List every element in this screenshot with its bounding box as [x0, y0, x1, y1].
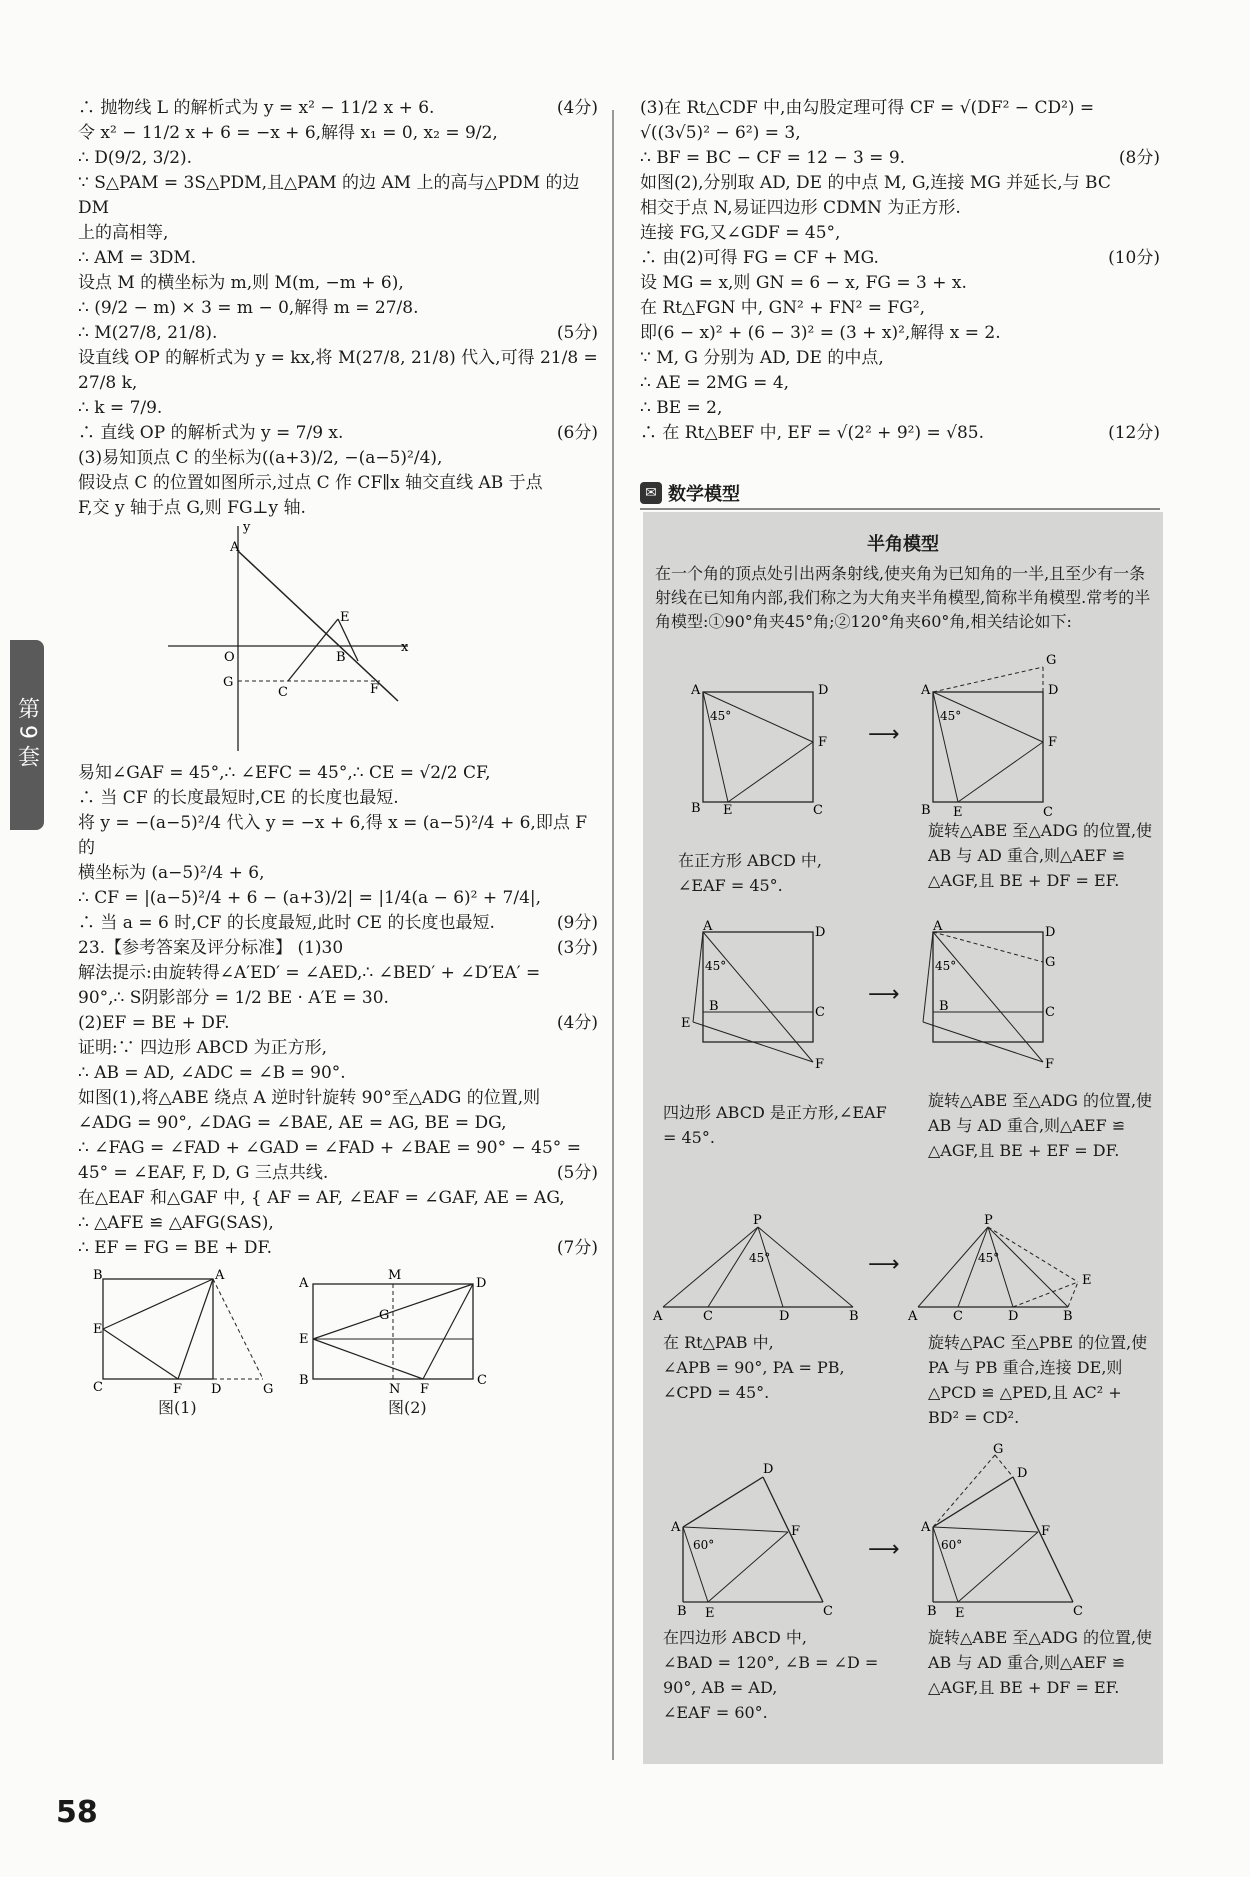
left-lower-line-text: 在△EAF 和△GAF 中, { AF = AF, ∠EAF = ∠GAF, AE = AG,: [78, 1188, 565, 1208]
svg-text:G: G: [263, 1382, 274, 1397]
figure-2: [293, 1269, 513, 1399]
right-line-text: 连接 FG,又∠GDF = 45°,: [640, 223, 841, 243]
svg-text:A: A: [215, 1268, 225, 1283]
svg-text:B: B: [921, 803, 931, 818]
left-lower-line-text: ∴ CF = |(a−5)²/4 + 6 − (a+3)/2| = |1/4(a − 6)² + 7/4|,: [78, 888, 542, 908]
svg-text:C: C: [703, 1309, 713, 1324]
model-case-4: [643, 1442, 1163, 1747]
svg-text:B: B: [939, 999, 949, 1014]
left-lower-line-text: ∴ 当 a = 6 时,CF 的长度最短,此时 CE 的长度也最短.: [78, 913, 495, 933]
right-line: [640, 396, 1160, 421]
left-lower-line-text: 23.【参考答案及评分标准】 (1)30: [78, 938, 344, 958]
svg-text:B: B: [1063, 1309, 1073, 1324]
svg-text:F: F: [815, 1057, 825, 1072]
svg-text:45°: 45°: [710, 709, 732, 723]
svg-text:60°: 60°: [941, 1538, 963, 1552]
figure-1-caption: 图(1): [158, 1398, 197, 1417]
left-line: [78, 271, 598, 296]
score-label: (9分): [556, 913, 598, 933]
svg-text:N: N: [389, 1382, 401, 1397]
model-badge-icon: ✉: [640, 482, 662, 504]
left-line-text: ∴ D(9/2, 3/2).: [78, 148, 193, 168]
svg-text:B: B: [299, 1373, 309, 1388]
left-lower-line: [78, 1136, 598, 1161]
svg-text:D: D: [1048, 683, 1059, 698]
svg-text:A: A: [299, 1276, 309, 1291]
left-lower-line-text: 将 y = −(a−5)²/4 代入 y = −x + 6,得 x = (a−5)²/4 + 6,即点 F 的: [78, 813, 593, 858]
right-lines: [640, 96, 1160, 446]
svg-text:D: D: [763, 1462, 774, 1477]
svg-text:D: D: [1008, 1309, 1019, 1324]
case-4-arrow: ⟶: [868, 1537, 900, 1562]
svg-text:E: E: [299, 1332, 309, 1347]
svg-text:45°: 45°: [705, 959, 727, 973]
svg-text:45°: 45°: [749, 1251, 771, 1265]
svg-text:F: F: [1048, 735, 1058, 750]
svg-text:P: P: [984, 1213, 993, 1228]
svg-text:C: C: [1073, 1604, 1083, 1619]
case-3-left-figure: [653, 1212, 863, 1322]
left-lower-line-text: ∴ ∠FAG = ∠FAD + ∠GAD = ∠FAD + ∠BAE = 90° − 45° =: [78, 1138, 581, 1158]
left-lower-line: [78, 1186, 598, 1211]
svg-text:A: A: [908, 1309, 918, 1324]
right-line-text: 相交于点 N,易证四边形 CDMN 为正方形.: [640, 198, 961, 218]
right-line: [640, 196, 1160, 221]
model-title: 半角模型: [867, 534, 939, 555]
left-lower-line: [78, 1011, 598, 1036]
case-3-right-caption: 旋转△PAC 至△PBE 的位置,使 PA 与 PB 重合,连接 DE,则△PCD ≌ △PED,且 AC² + BD² = CD².: [928, 1333, 1153, 1427]
left-line: [78, 421, 598, 446]
left-lower-line-text: 90°,∴ S阴影部分 = 1/2 BE · A′E = 30.: [78, 988, 389, 1008]
score-label: (5分): [556, 323, 598, 343]
score-label: (4分): [556, 1013, 598, 1033]
right-line-text: 设 MG = x,则 GN = 6 − x, FG = 3 + x.: [640, 273, 967, 293]
svg-text:E: E: [955, 1606, 965, 1621]
left-column: [78, 96, 604, 1419]
svg-text:G: G: [1046, 653, 1057, 668]
score-label: (3分): [556, 938, 598, 958]
svg-text:45°: 45°: [978, 1251, 1000, 1265]
svg-text:x: x: [401, 640, 409, 655]
svg-text:E: E: [1082, 1273, 1092, 1288]
score-label: (6分): [556, 423, 598, 443]
right-line-text: ∴ AE = 2MG = 4,: [640, 373, 790, 393]
svg-text:O: O: [224, 650, 235, 665]
case-1-right-figure: [913, 652, 1113, 820]
left-lower-line-text: (2)EF = BE + DF.: [78, 1013, 230, 1033]
half-angle-model-box: [643, 512, 1163, 1764]
svg-text:A: A: [703, 919, 713, 934]
model-intro: 在一个角的顶点处引出两条射线,使夹角为已知角的一半,且至少有一条射线在已知角内部,我们称之为大角夹半角模型,简称半角模型.常考的半角模型:①90°角夹45°角;②120°角夹60°角,相关结论如下:: [655, 564, 1151, 631]
case-3-arrow: ⟶: [868, 1252, 900, 1277]
right-line: [640, 321, 1160, 346]
left-line: [78, 96, 598, 121]
svg-text:C: C: [815, 1005, 825, 1020]
case-1-right-caption: 旋转△ABE 至△ADG 的位置,使 AB 与 AD 重合,则△AEF ≌ △AGF,且 BE + DF = EF.: [928, 821, 1158, 890]
svg-text:B: B: [677, 1604, 687, 1619]
svg-text:60°: 60°: [693, 1538, 715, 1552]
right-column: [640, 96, 1160, 446]
right-line: [640, 221, 1160, 246]
svg-text:C: C: [93, 1380, 103, 1395]
svg-text:M: M: [388, 1268, 402, 1283]
svg-text:D: D: [476, 1276, 487, 1291]
side-tab: 第9套: [10, 640, 44, 830]
svg-text:F: F: [791, 1524, 801, 1539]
case-2-left-figure: [663, 919, 863, 1072]
left-lower-line-text: ∴ AB = AD, ∠ADC = ∠B = 90°.: [78, 1063, 346, 1083]
case-3-left-caption: 在 Rt△PAB 中, ∠APB = 90°, PA = PB, ∠CPD = 45°.: [663, 1333, 845, 1402]
case-3-right-figure: [908, 1212, 1138, 1322]
svg-text:D: D: [1017, 1466, 1028, 1481]
left-line: [78, 221, 598, 246]
left-lower-line: [78, 961, 598, 986]
left-line-text: ∴ 抛物线 L 的解析式为 y = x² − 11/2 x + 6.: [78, 98, 435, 118]
left-line: [78, 146, 598, 171]
score-label: (8分): [1118, 148, 1160, 168]
case-2-left-caption: 四边形 ABCD 是正方形,∠EAF = 45°.: [663, 1103, 892, 1147]
svg-text:E: E: [340, 610, 350, 625]
score-label: (12分): [1108, 423, 1160, 443]
left-lower-line: [78, 1236, 598, 1261]
svg-text:A: A: [921, 683, 931, 698]
left-line: [78, 246, 598, 271]
model-case-1: [643, 652, 1163, 952]
right-line-text: ∴ 在 Rt△BEF 中, EF = √(2² + 9²) = √85.: [640, 423, 985, 443]
svg-text:G: G: [223, 675, 234, 690]
svg-text:A: A: [653, 1309, 663, 1324]
left-line-text: ∴ (9/2 − m) × 3 = m − 0,解得 m = 27/8.: [78, 298, 419, 318]
svg-text:B: B: [336, 650, 346, 665]
case-2-right-caption: 旋转△ABE 至△ADG 的位置,使 AB 与 AD 重合,则△AEF ≌ △AGF,且 BE + EF = DF.: [928, 1091, 1158, 1160]
right-line-text: ∴ 由(2)可得 FG = CF + MG.: [640, 248, 879, 268]
case-4-right-figure: [913, 1442, 1123, 1621]
svg-text:C: C: [278, 685, 288, 700]
right-line-text: 如图(2),分别取 AD, DE 的中点 M, G,连接 MG 并延长,与 BC: [640, 173, 1111, 193]
right-line: [640, 271, 1160, 296]
left-lower-line-text: ∴ EF = FG = BE + DF.: [78, 1238, 273, 1258]
case-1-arrow: ⟶: [868, 722, 900, 747]
coordinate-graph: [158, 521, 458, 761]
left-line: [78, 171, 598, 221]
right-line: [640, 121, 1160, 146]
model-case-2: [643, 919, 1163, 1182]
svg-text:A: A: [933, 919, 943, 934]
right-line-text: (3)在 Rt△CDF 中,由勾股定理可得 CF = √(DF² − CD²) =: [640, 98, 1095, 118]
figure-1: [93, 1269, 293, 1399]
left-line-text: 假设点 C 的位置如图所示,过点 C 作 CF∥x 轴交直线 AB 于点: [78, 473, 543, 493]
svg-text:E: E: [723, 803, 733, 818]
left-lower-line: [78, 1161, 598, 1186]
case-4-left-figure: [653, 1447, 863, 1621]
svg-text:P: P: [753, 1213, 762, 1228]
svg-text:D: D: [818, 683, 829, 698]
left-lower-line: [78, 911, 598, 936]
case-1-left-caption: 在正方形 ABCD 中, ∠EAF = 45°.: [678, 851, 822, 895]
right-line-text: 在 Rt△FGN 中, GN² + FN² = FG²,: [640, 298, 926, 318]
svg-text:45°: 45°: [940, 709, 962, 723]
left-line: [78, 396, 598, 421]
svg-text:D: D: [1045, 925, 1056, 940]
left-line: [78, 446, 598, 471]
left-lower-line: [78, 786, 598, 811]
svg-text:B: B: [927, 1604, 937, 1619]
left-lower-line: [78, 1111, 598, 1136]
column-divider: [612, 110, 614, 1760]
left-line-text: (3)易知顶点 C 的坐标为((a+3)/2, −(a−5)²/4),: [78, 448, 443, 468]
right-line: [640, 421, 1160, 446]
svg-text:C: C: [1043, 805, 1053, 820]
right-line-text: √((3√5)² − 6²) = 3,: [640, 123, 801, 143]
left-lower-line: [78, 1036, 598, 1061]
svg-text:D: D: [815, 925, 826, 940]
right-line: [640, 371, 1160, 396]
left-lower-line: [78, 1211, 598, 1236]
svg-text:D: D: [211, 1382, 222, 1397]
left-lower-line-text: 易知∠GAF = 45°,∴ ∠EFC = 45°,∴ CE = √2/2 CF,: [78, 763, 491, 783]
svg-text:C: C: [1045, 1005, 1055, 1020]
left-lower-line-text: 如图(1),将△ABE 绕点 A 逆时针旋转 90°至△ADG 的位置,则: [78, 1088, 541, 1108]
svg-text:C: C: [477, 1373, 487, 1388]
svg-text:E: E: [705, 1606, 715, 1621]
svg-text:B: B: [93, 1268, 103, 1283]
model-header: [640, 478, 1160, 510]
right-line-text: ∵ M, G 分别为 AD, DE 的中点,: [640, 348, 884, 368]
left-line-text: 令 x² − 11/2 x + 6 = −x + 6,解得 x₁ = 0, x₂ = 9/2,: [78, 123, 498, 143]
svg-text:D: D: [779, 1309, 790, 1324]
left-line-text: 设点 M 的横坐标为 m,则 M(m, −m + 6),: [78, 273, 404, 293]
left-line: [78, 471, 598, 496]
svg-text:B: B: [849, 1309, 859, 1324]
svg-text:C: C: [953, 1309, 963, 1324]
case-1-left-figure: [663, 672, 863, 818]
model-header-label: 数学模型: [668, 484, 740, 505]
left-lower-line: [78, 886, 598, 911]
left-lines-top: [78, 96, 604, 521]
svg-text:A: A: [691, 683, 701, 698]
left-line: [78, 321, 598, 346]
left-line: [78, 121, 598, 146]
left-line-text: F,交 y 轴于点 G,则 FG⊥y 轴.: [78, 498, 306, 518]
right-line: [640, 146, 1160, 171]
left-lower-line: [78, 761, 598, 786]
left-lower-line: [78, 811, 598, 861]
left-lower-line-text: 证明:∵ 四边形 ABCD 为正方形,: [78, 1038, 328, 1058]
svg-text:C: C: [813, 803, 823, 818]
left-line: [78, 296, 598, 321]
left-lower-line-text: ∠ADG = 90°, ∠DAG = ∠BAE, AE = AG, BE = DG,: [78, 1113, 507, 1133]
left-lines-bottom: [78, 761, 598, 1261]
right-line-text: ∴ BF = BC − CF = 12 − 3 = 9.: [640, 148, 906, 168]
right-line-text: ∴ BE = 2,: [640, 398, 723, 418]
score-label: (7分): [556, 1238, 598, 1258]
left-lower-line-text: 解法提示:由旋转得∠A′ED′ = ∠AED,∴ ∠BED′ + ∠D′EA′ =: [78, 963, 541, 983]
right-line: [640, 171, 1160, 196]
svg-text:G: G: [1045, 955, 1056, 970]
svg-text:y: y: [243, 520, 251, 535]
svg-text:A: A: [921, 1520, 931, 1535]
svg-text:F: F: [173, 1382, 183, 1397]
score-label: (10分): [1108, 248, 1160, 268]
left-line-text: 上的高相等,: [78, 223, 169, 243]
svg-text:E: E: [93, 1322, 103, 1337]
right-line: [640, 246, 1160, 271]
left-lower-line: [78, 936, 598, 961]
svg-text:F: F: [1041, 1524, 1051, 1539]
score-label: (4分): [556, 98, 598, 118]
case-4-right-caption: 旋转△ABE 至△ADG 的位置,使 AB 与 AD 重合,则△AEF ≌ △AGF,且 BE + DF = EF.: [928, 1628, 1158, 1697]
svg-text:F: F: [818, 735, 828, 750]
left-lower-line-text: ∴ 当 CF 的长度最短时,CE 的长度也最短.: [78, 788, 399, 808]
page-number: 58: [56, 1795, 98, 1830]
figure-2-caption: 图(2): [388, 1398, 427, 1417]
right-line: [640, 296, 1160, 321]
left-line-text: 设直线 OP 的解析式为 y = kx,将 M(27/8, 21/8) 代入,可得 21/8 = 27/8 k,: [78, 348, 604, 393]
left-line: [78, 346, 604, 396]
left-lower-line: [78, 986, 598, 1011]
left-lower-line-text: ∴ △AFE ≌ △AFG(SAS),: [78, 1213, 274, 1233]
svg-text:A: A: [671, 1520, 681, 1535]
left-line-text: ∴ AM = 3DM.: [78, 248, 197, 268]
svg-text:G: G: [379, 1308, 390, 1323]
case-4-left-caption: 在四边形 ABCD 中, ∠BAD = 120°, ∠B = ∠D = 90°, AB = AD, ∠EAF = 60°.: [663, 1628, 879, 1722]
svg-text:B: B: [709, 999, 719, 1014]
svg-text:F: F: [420, 1382, 430, 1397]
left-line-text: ∴ 直线 OP 的解析式为 y = 7/9 x.: [78, 423, 344, 443]
right-line: [640, 346, 1160, 371]
score-label: (5分): [556, 1163, 598, 1183]
case-2-right-figure: [913, 919, 1113, 1072]
left-lower-line-text: 横坐标为 (a−5)²/4 + 6,: [78, 863, 265, 883]
svg-text:C: C: [823, 1604, 833, 1619]
figures-row: [78, 1269, 598, 1419]
left-lower-line: [78, 861, 598, 886]
svg-text:F: F: [370, 682, 380, 697]
left-line: [78, 496, 598, 521]
svg-text:A: A: [230, 540, 240, 555]
svg-text:E: E: [953, 805, 963, 820]
right-line-text: 即(6 − x)² + (6 − 3)² = (3 + x)²,解得 x = 2.: [640, 323, 1001, 343]
svg-text:F: F: [1045, 1057, 1055, 1072]
case-2-arrow: ⟶: [868, 982, 900, 1007]
left-line-text: ∵ S△PAM = 3S△PDM,且△PAM 的边 AM 上的高与△PDM 的边 DM: [78, 173, 585, 218]
left-lower-line: [78, 1061, 598, 1086]
model-case-3: [643, 1212, 1163, 1442]
svg-text:G: G: [993, 1442, 1004, 1457]
svg-text:E: E: [681, 1016, 691, 1031]
left-lower-line-text: 45° = ∠EAF, F, D, G 三点共线.: [78, 1163, 329, 1183]
left-line-text: ∴ k = 7/9.: [78, 398, 163, 418]
svg-text:B: B: [691, 801, 701, 816]
svg-text:45°: 45°: [935, 959, 957, 973]
left-line-text: ∴ M(27/8, 21/8).: [78, 323, 218, 343]
left-lower-line: [78, 1086, 598, 1111]
right-line: [640, 96, 1160, 121]
